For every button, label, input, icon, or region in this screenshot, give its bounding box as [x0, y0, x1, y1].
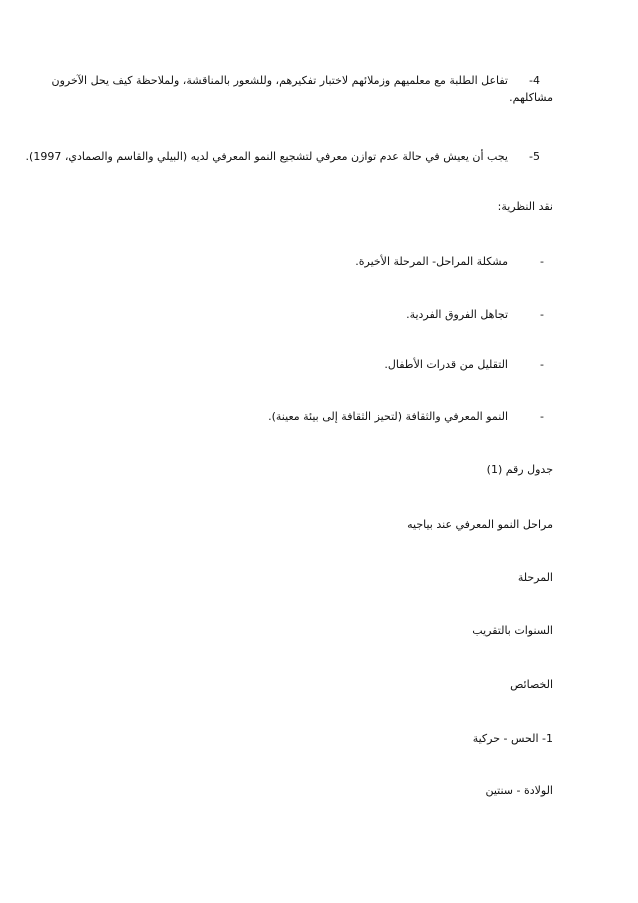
critique-item-3: التقليل من قدرات الأطفال.	[384, 358, 508, 371]
critique-bullet-1: -	[540, 255, 544, 268]
critique-item-4: النمو المعرفي والثقافة (لتحيز الثقافة إلى بيئة معينة).	[268, 410, 508, 423]
table-header-stage: المرحلة	[517, 571, 553, 584]
table-caption: جدول رقم (1)	[486, 463, 553, 476]
paragraph-4-text: تفاعل الطلبة مع معلميهم وزملائهم لاختبار تفكيرهم، وللشعور بالمناقشة، ولملاحظة كيف يحل الآخرون	[51, 74, 508, 87]
paragraph-4-number: -4	[529, 74, 540, 87]
critique-bullet-4: -	[540, 410, 544, 423]
table-header-traits: الخصائص	[510, 678, 553, 691]
table-row-1-years: الولادة - سنتين	[485, 784, 553, 797]
critique-bullet-3: -	[540, 358, 544, 371]
table-header-years: السنوات بالتقريب	[472, 624, 553, 637]
table-title: مراحل النمو المعرفي عند بياجيه	[407, 518, 553, 531]
table-row-1-stage: 1- الحس - حركية	[472, 732, 553, 745]
paragraph-4-continuation: مشاكلهم.	[509, 91, 553, 104]
critique-bullet-2: -	[540, 308, 544, 321]
paragraph-5-text: يجب أن يعيش في حالة عدم توازن معرفي لتشجيع النمو المعرفي لديه (البيلي والقاسم والصمادي، 1997).	[25, 150, 508, 163]
critique-item-2: تجاهل الفروق الفردية.	[406, 308, 508, 321]
critique-item-1: مشكلة المراحل- المرحلة الأخيرة.	[355, 255, 508, 268]
critique-heading: نقد النظرية:	[497, 200, 553, 213]
paragraph-5-number: -5	[529, 150, 540, 163]
